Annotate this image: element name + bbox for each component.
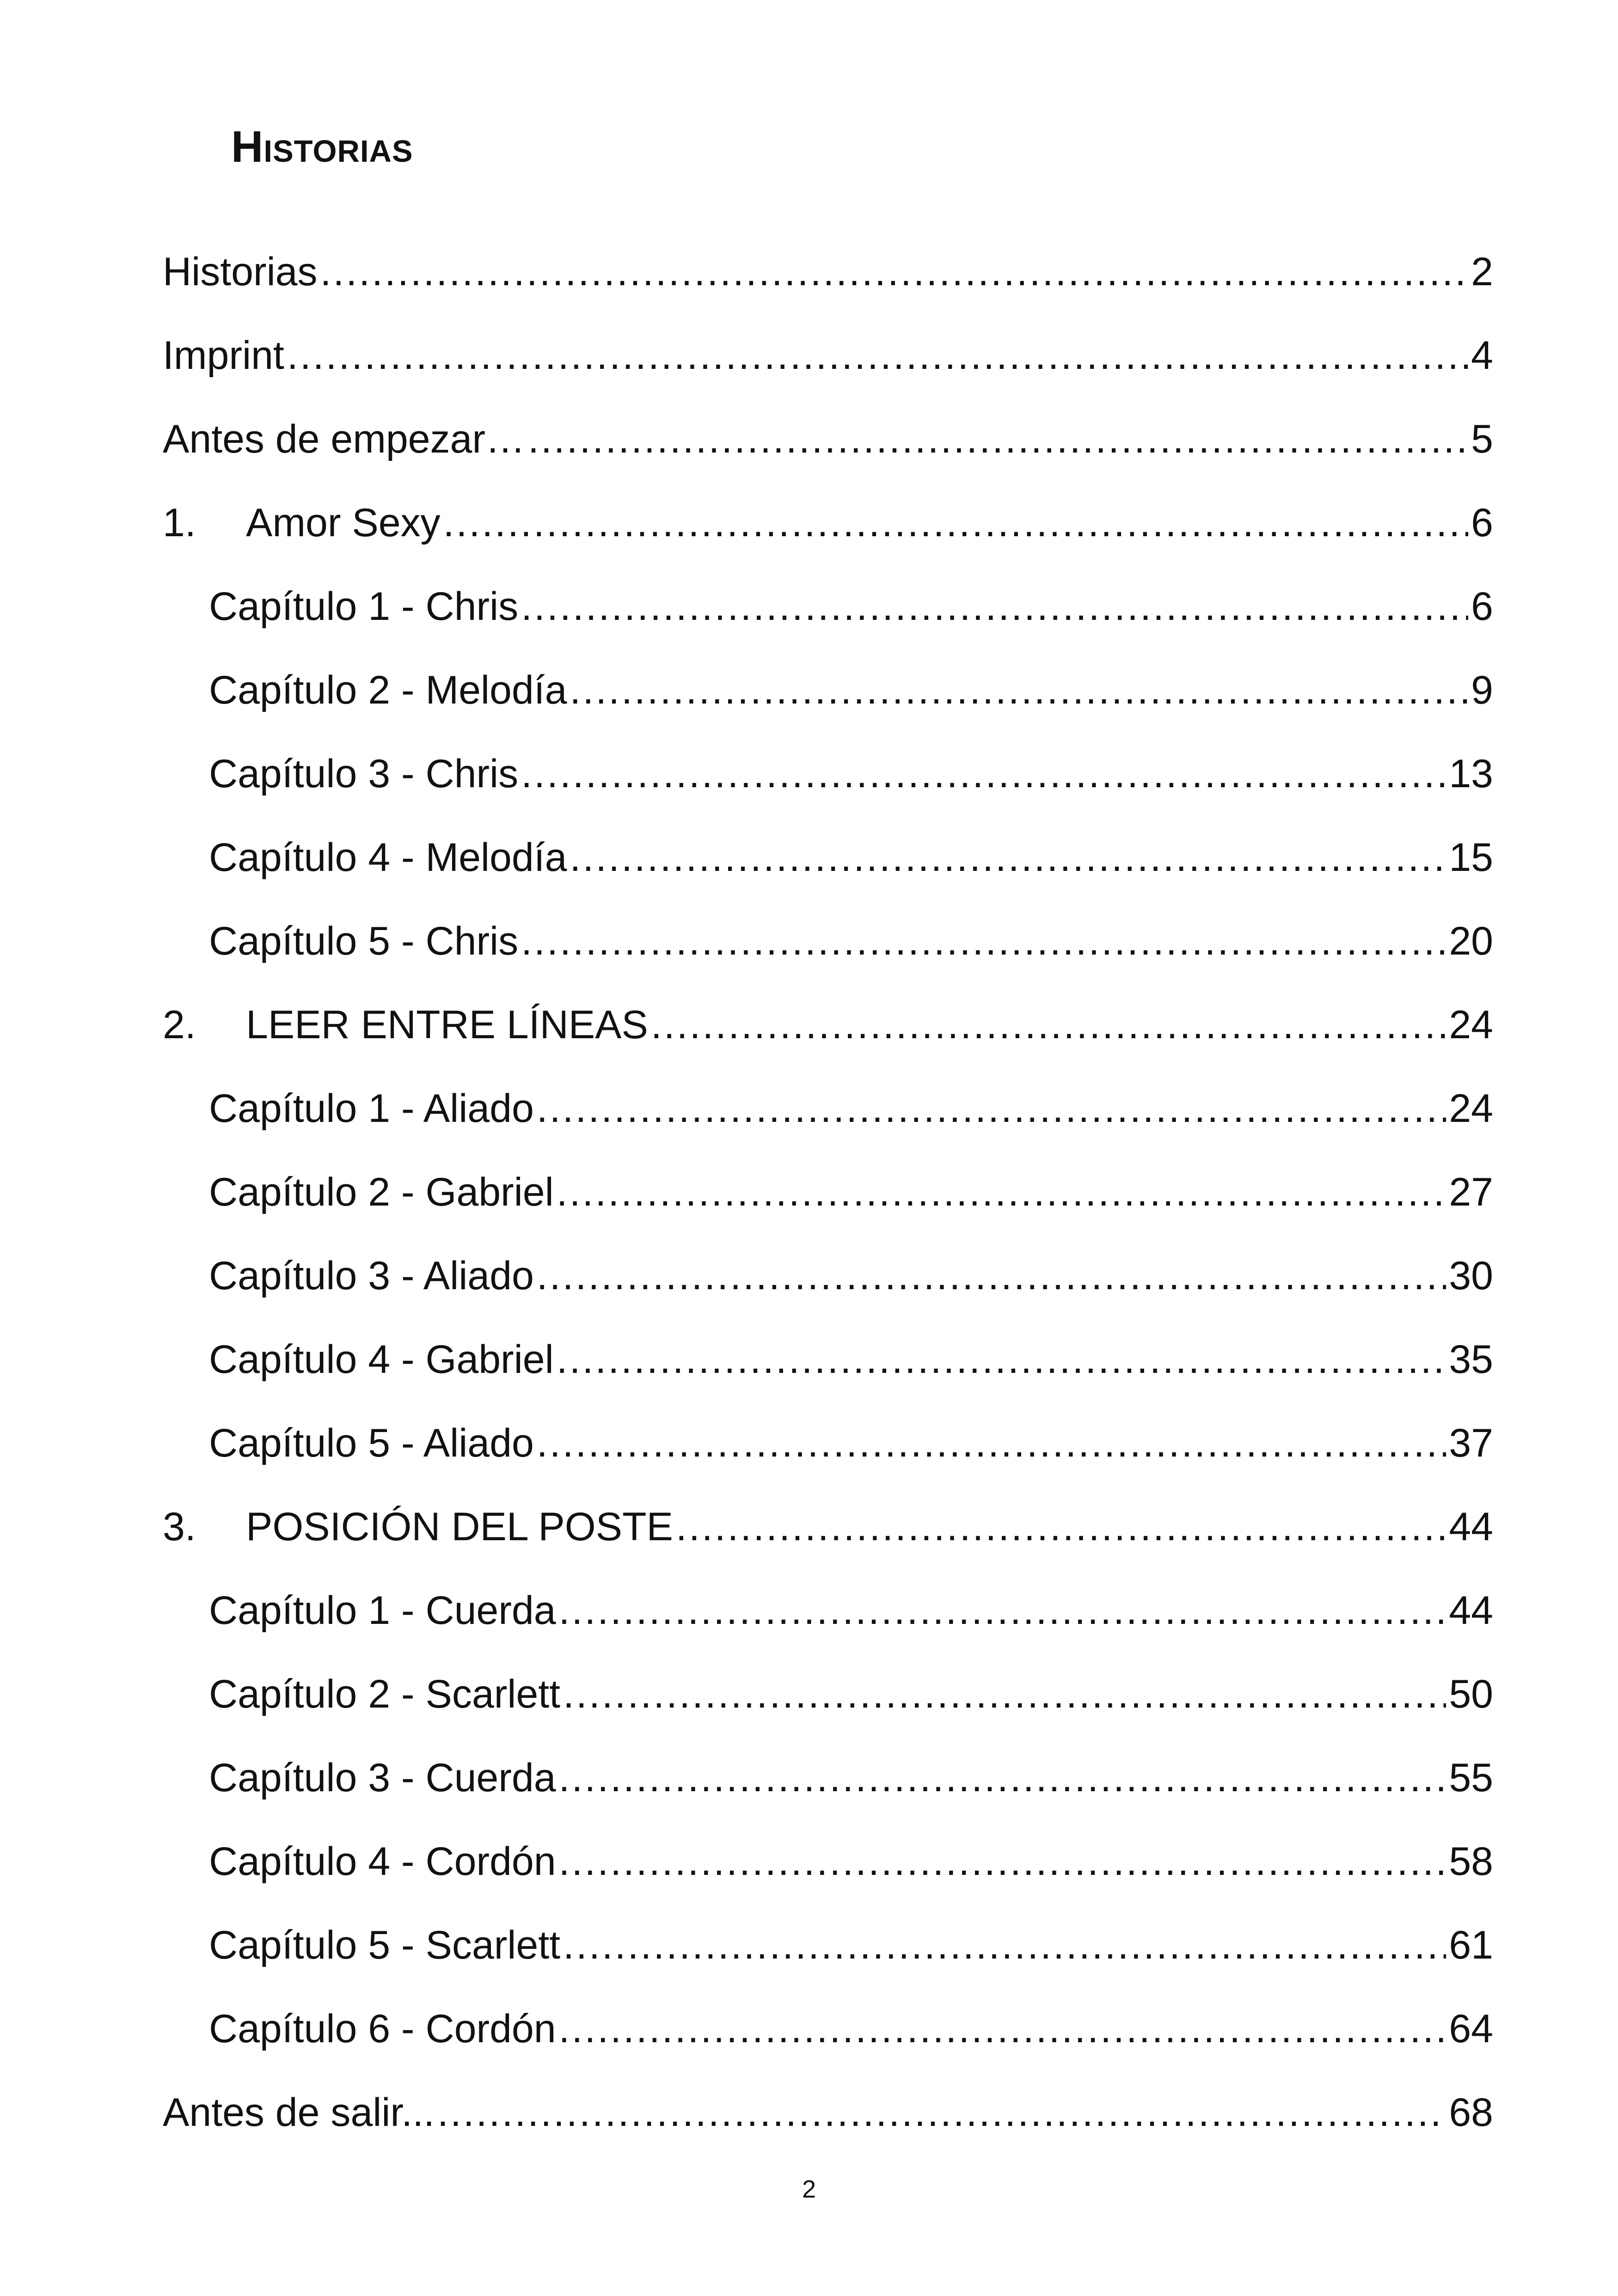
page-title: Historias — [231, 122, 413, 171]
toc-entry-page: 35 — [1449, 1337, 1493, 1382]
dot-leader — [559, 1758, 1446, 1798]
toc-entry[interactable] — [163, 1005, 1493, 1089]
dot-leader — [651, 1005, 1446, 1045]
toc-entry[interactable] — [163, 503, 1493, 587]
toc-entry-number: 2. — [163, 1003, 196, 1047]
toc-entry-page: 24 — [1449, 1086, 1493, 1131]
toc-entry-label: Imprint — [163, 333, 284, 378]
toc-entry-label: POSICIÓN DEL POSTE — [246, 1505, 673, 1549]
dot-leader — [443, 503, 1469, 543]
toc-entry[interactable] — [163, 1256, 1493, 1340]
toc-entry[interactable] — [163, 1337, 1493, 1423]
toc-entry-label: Capítulo 3 - Chris — [209, 752, 519, 796]
toc-entry-label: Capítulo 1 - Chris — [209, 584, 519, 629]
toc-entry-page: 4 — [1471, 333, 1493, 378]
dot-leader — [570, 838, 1446, 877]
dot-leader — [521, 587, 1468, 626]
toc-entry-page: 27 — [1449, 1170, 1493, 1214]
toc-entry[interactable] — [163, 670, 1493, 754]
toc-entry-page: 58 — [1449, 1839, 1493, 1884]
toc-entry[interactable] — [163, 1925, 1493, 2009]
toc-entry-label: Capítulo 2 - Scarlett — [209, 1672, 561, 1716]
toc-entry-page: 64 — [1449, 2007, 1493, 2051]
toc-entry-label: Capítulo 3 - Aliado — [209, 1254, 534, 1298]
dot-leader — [559, 1842, 1446, 1881]
dot-leader — [559, 1591, 1446, 1630]
toc-entry-page: 68 — [1449, 2090, 1493, 2135]
toc-entry-page: 2 — [1471, 250, 1493, 294]
toc-entry-page: 20 — [1449, 919, 1493, 963]
toc-entry[interactable] — [163, 835, 1493, 921]
toc-entry[interactable] — [163, 921, 1493, 1005]
page-number: 2 — [802, 2175, 816, 2203]
toc-entry-label: Capítulo 3 - Cuerda — [209, 1756, 556, 1800]
toc-entry[interactable] — [163, 1507, 1493, 1591]
toc-entry-page: 13 — [1449, 752, 1493, 796]
dot-leader — [537, 1423, 1446, 1463]
dot-leader — [563, 1925, 1446, 1965]
dot-leader — [537, 1256, 1446, 1296]
toc-entry-label: Capítulo 5 - Aliado — [209, 1421, 534, 1465]
toc-entry-label: Capítulo 4 - Gabriel — [209, 1337, 554, 1382]
toc-entry-label: Capítulo 2 - Gabriel — [209, 1170, 554, 1214]
dot-leader — [528, 419, 1468, 459]
toc-entry-page: 6 — [1471, 501, 1493, 545]
dot-leader — [563, 1674, 1446, 1714]
toc-entry-page: 30 — [1449, 1254, 1493, 1298]
toc-entry-page: 44 — [1449, 1505, 1493, 1549]
toc-entry-page: 50 — [1449, 1672, 1493, 1716]
toc-entry-page: 15 — [1449, 835, 1493, 880]
dot-leader — [559, 2009, 1446, 2049]
toc-entry[interactable] — [163, 333, 1493, 419]
toc-entry[interactable] — [163, 1839, 1493, 1925]
dot-leader — [287, 336, 1468, 375]
dot-leader — [320, 252, 1469, 292]
toc-entry-number: 1. — [163, 501, 196, 545]
dot-leader — [570, 670, 1468, 710]
toc-entry[interactable] — [163, 2090, 1493, 2176]
toc-entry-label: Capítulo 1 - Cuerda — [209, 1588, 556, 1633]
table-of-contents — [163, 252, 1493, 2176]
toc-entry-label: Capítulo 5 - Scarlett — [209, 1923, 561, 1967]
toc-entry[interactable] — [163, 1674, 1493, 1758]
toc-entry-page: 5 — [1471, 417, 1493, 461]
toc-entry[interactable] — [163, 1086, 1493, 1172]
dot-leader — [557, 1172, 1446, 1212]
toc-entry[interactable] — [163, 1172, 1493, 1256]
toc-entry[interactable] — [163, 1588, 1493, 1674]
dot-leader — [521, 921, 1446, 961]
dot-leader — [676, 1507, 1446, 1547]
dot-leader — [437, 2093, 1446, 2132]
toc-entry[interactable] — [163, 419, 1493, 503]
toc-entry[interactable] — [163, 754, 1493, 838]
dot-leader — [557, 1340, 1446, 1379]
toc-entry-label: Amor Sexy — [246, 501, 441, 545]
toc-entry-label: Capítulo 4 - Melodía — [209, 835, 567, 880]
toc-entry-page: 6 — [1471, 584, 1493, 629]
toc-entry-label: Capítulo 4 - Cordón — [209, 1839, 556, 1884]
toc-entry-label: Antes de salir... — [163, 2090, 435, 2135]
toc-entry[interactable] — [163, 1423, 1493, 1507]
toc-entry-page: 9 — [1471, 668, 1493, 712]
toc-entry-label: Capítulo 6 - Cordón — [209, 2007, 556, 2051]
toc-entry[interactable] — [163, 1758, 1493, 1842]
toc-entry-page: 61 — [1449, 1923, 1493, 1967]
toc-entry-label: Capítulo 2 - Melodía — [209, 668, 567, 712]
dot-leader — [537, 1089, 1446, 1128]
toc-entry-page: 37 — [1449, 1421, 1493, 1465]
toc-entry-page: 55 — [1449, 1756, 1493, 1800]
toc-entry-label: Antes de empezar… — [163, 417, 525, 461]
toc-entry-label: Historias — [163, 250, 318, 294]
toc-entry-page: 24 — [1449, 1003, 1493, 1047]
toc-entry-label: LEER ENTRE LÍNEAS — [246, 1003, 648, 1047]
toc-entry-number: 3. — [163, 1505, 196, 1549]
toc-entry-label: Capítulo 5 - Chris — [209, 919, 519, 963]
toc-entry[interactable] — [163, 584, 1493, 670]
toc-entry[interactable] — [163, 252, 1493, 336]
dot-leader — [521, 754, 1446, 794]
toc-entry-label: Capítulo 1 - Aliado — [209, 1086, 534, 1131]
toc-entry-page: 44 — [1449, 1588, 1493, 1633]
toc-entry[interactable] — [163, 2009, 1493, 2093]
